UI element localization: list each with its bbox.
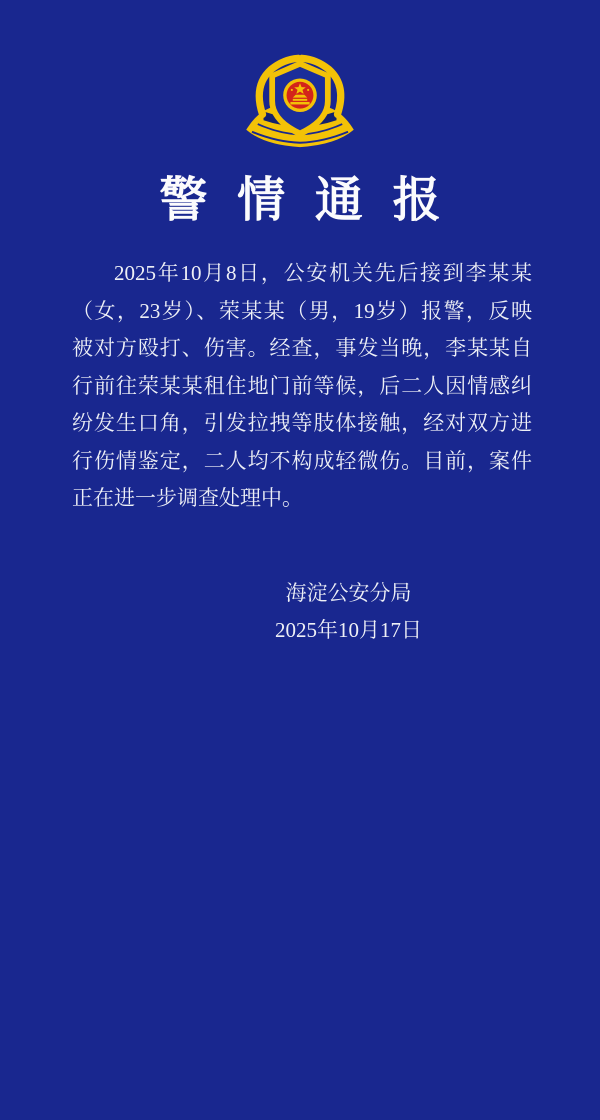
notice-title: 警情通报: [159, 174, 471, 227]
notice-line: 纷发生口角，引发拉拽等肢体接触，经对双方进: [72, 411, 532, 435]
notice-line: 行伤情鉴定，二人均不构成轻微伤。目前，案件: [72, 448, 532, 473]
police-notice-page: [0, 53, 600, 1120]
notice-line: 正在进一步调查处理中。: [72, 486, 303, 510]
issue-date: 2025年10月17日: [275, 617, 422, 642]
notice-line: 2025年10月8日，公安机关先后接到李某某: [114, 261, 532, 285]
police-badge-icon: [242, 53, 358, 149]
signature-block: [275, 575, 422, 649]
issuing-agency: 海淀公安分局: [285, 580, 412, 605]
notice-line: （女，23岁）、荣某某（男，19岁）报警，反映: [72, 298, 532, 323]
notice-body: [0, 255, 600, 518]
notice-line: 被对方殴打、伤害。经查，事发当晚，李某某自: [72, 336, 532, 360]
notice-line: 行前往荣某某租住地门前等候，后二人因情感纠: [72, 373, 532, 398]
